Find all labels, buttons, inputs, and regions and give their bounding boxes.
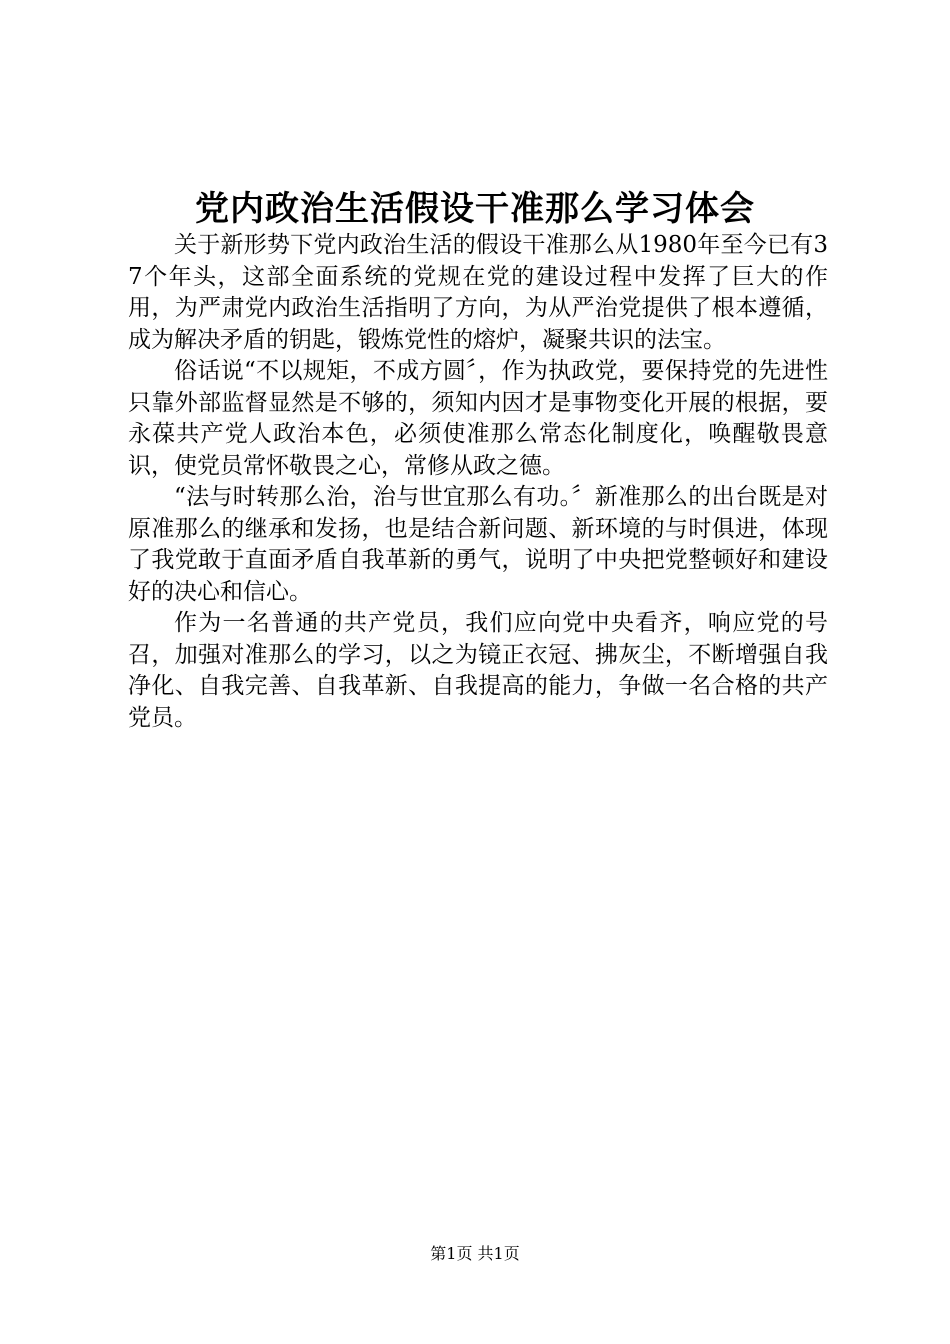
document-title: 党内政治生活假设干准那么学习体会: [195, 189, 755, 229]
paragraph-2: 俗话说“不以规矩，不成方圆〞，作为执政党，要保持党的先进性只靠外部监督显然是不够的，须知内因才是事物变化开展的根据，要永葆共产党人政治本色，必须使准那么常态化制度化，唤醒敬畏意识，使党员常怀敬畏之心，常修从政之德。: [128, 358, 828, 479]
paragraph-4: 作为一名普通的共产党员，我们应向党中央看齐，响应党的号召，加强对准那么的学习，以之为镜正衣冠、拂灰尘，不断增强自我净化、自我完善、自我革新、自我提高的能力，争做一名合格的共产党员。: [128, 610, 828, 731]
document-body: [128, 230, 828, 734]
paragraph-1: 关于新形势下党内政治生活的假设干准那么从1980年至今已有37个年头，这部全面系统的党规在党的建设过程中发挥了巨大的作用，为严肃党内政治生活指明了方向，为从严治党提供了根本遵循，成为解决矛盾的钥匙，锻炼党性的熔炉，凝聚共识的法宝。: [128, 232, 828, 353]
page-number: 第1页 共1页: [430, 1244, 520, 1263]
page-footer: [0, 1243, 950, 1265]
paragraph-3: “法与时转那么治，治与世宜那么有功。〞新准那么的出台既是对原准那么的继承和发扬，也是结合新问题、新环境的与时俱进，体现了我党敢于直面矛盾自我革新的勇气，说明了中央把党整顿好和建设好的决心和信心。: [128, 484, 828, 605]
